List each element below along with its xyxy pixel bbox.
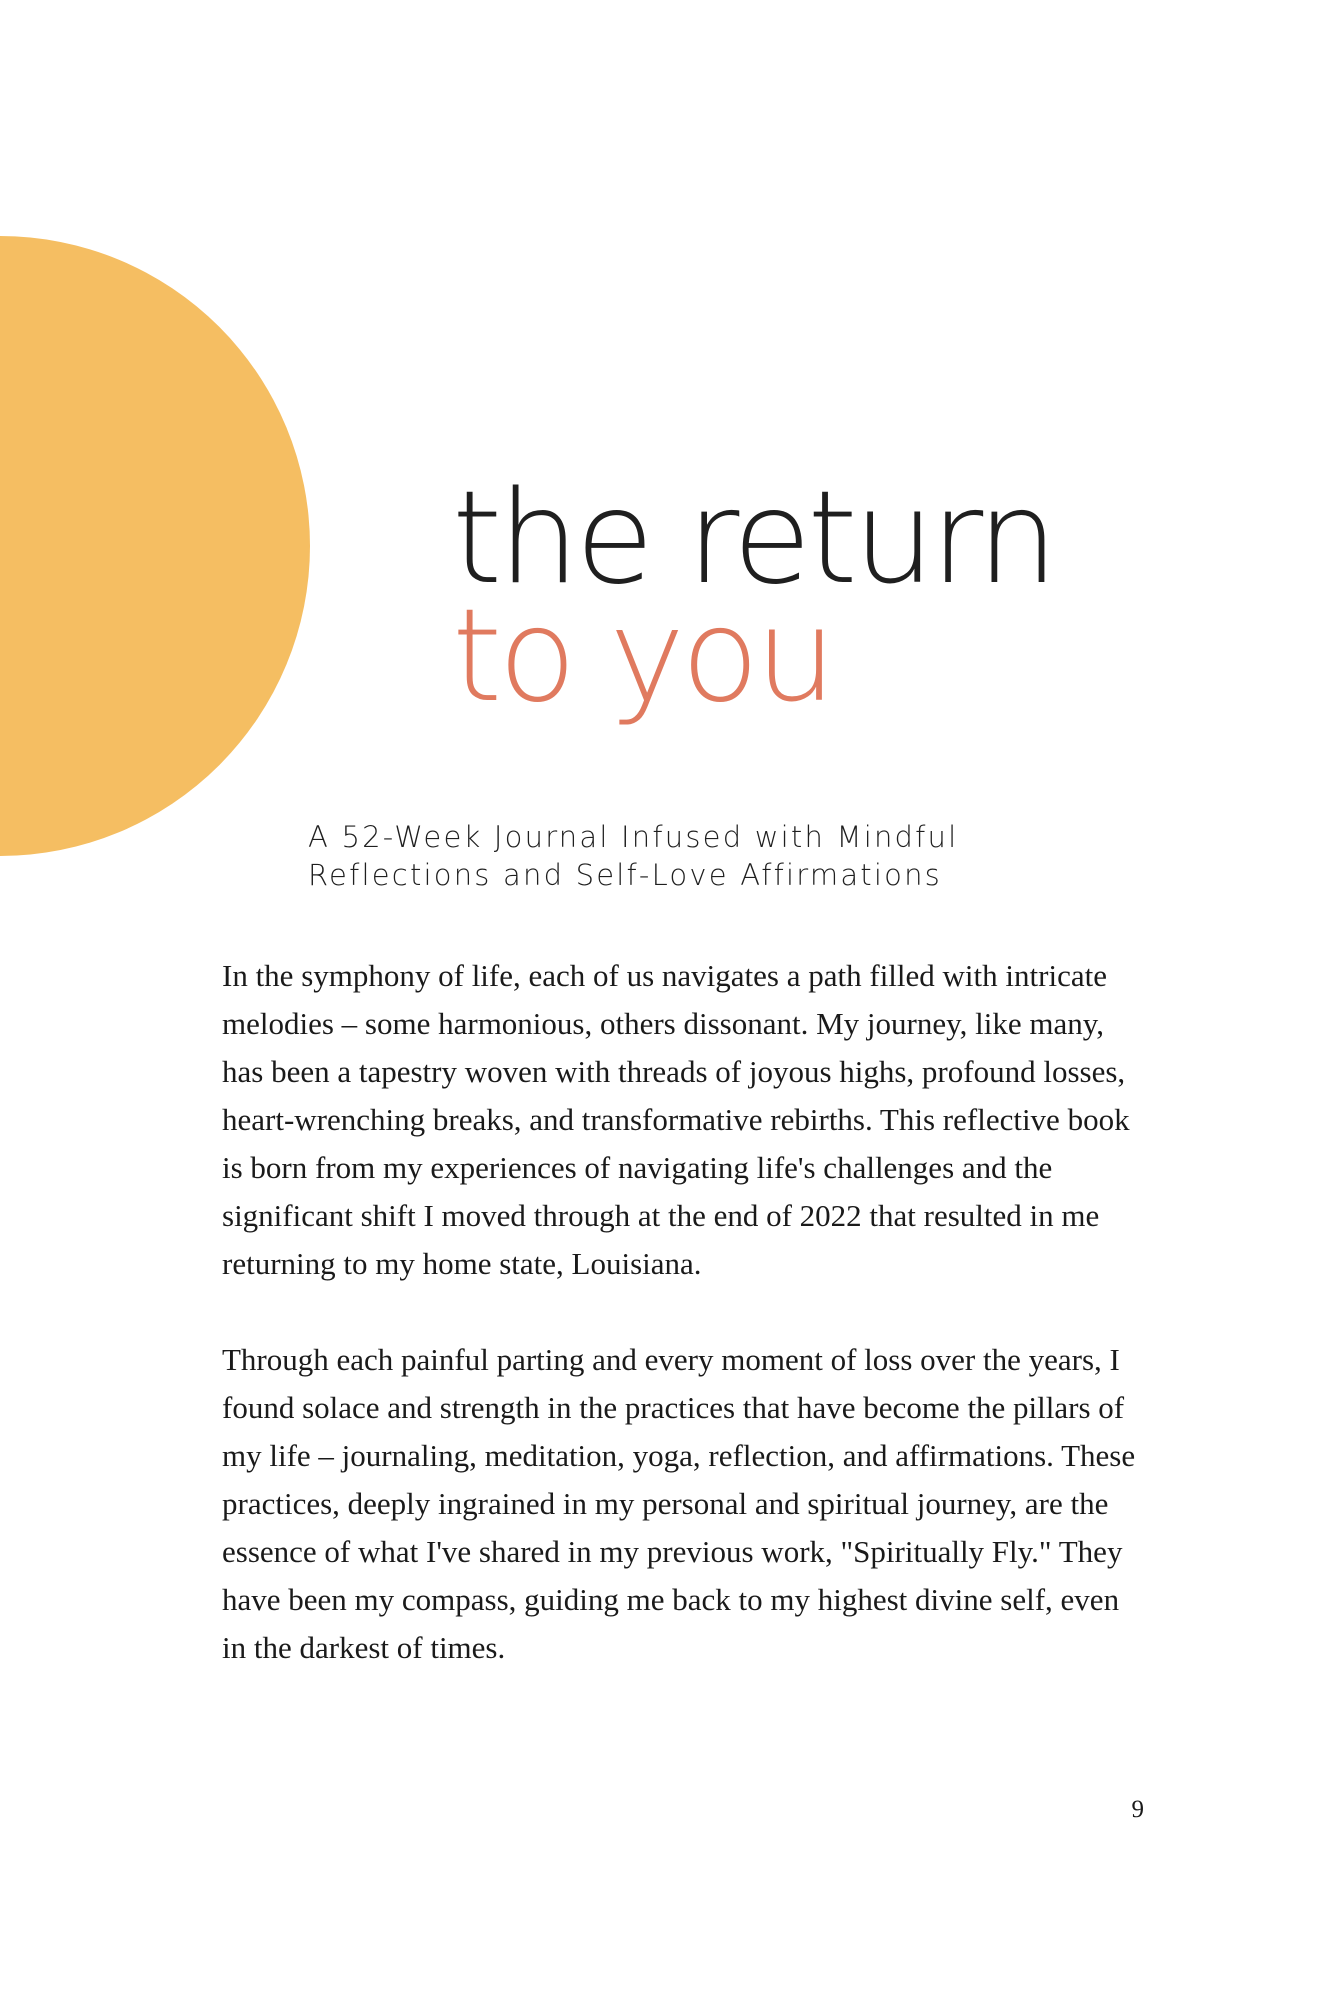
body-paragraph-1: In the symphony of life, each of us navigates a path filled with intricate melodies – some harmonious, others dissonant. My journey, like many, has been a tapestry woven with threads of joyous highs, profound losses, heart-wrenching breaks, and transformative rebirths. This reflective book is born from my experiences of navigating life's challenges and the significant shift I moved through at the end of 2022 that resulted in me returning to my home state, Louisiana. [222,958,1130,1281]
title-line-1: the return [452,464,1055,613]
title-line-2: to you [452,582,833,731]
body-text [222,952,1142,1720]
decorative-circle [0,236,310,856]
body-paragraph-2: Through each painful parting and every moment of loss over the years, I found solace and strength in the practices that have become the pillars of my life – journaling, meditation, yoga, reflection, and affirmations. These practices, deeply ingrained in my personal and spiritual journey, are the essence of what I've shared in my previous work, "Spiritually Fly." They have been my compass, guiding me back to my highest divine self, even in the darkest of times. [222,1342,1136,1665]
subtitle-line-2: Reflections and Self-Love Affirmations [308,858,942,892]
page-number: 9 [1131,1796,1144,1823]
subtitle-line-1: A 52-Week Journal Infused with Mindful [308,820,959,854]
page-title [452,464,1152,731]
subtitle [308,818,1068,894]
